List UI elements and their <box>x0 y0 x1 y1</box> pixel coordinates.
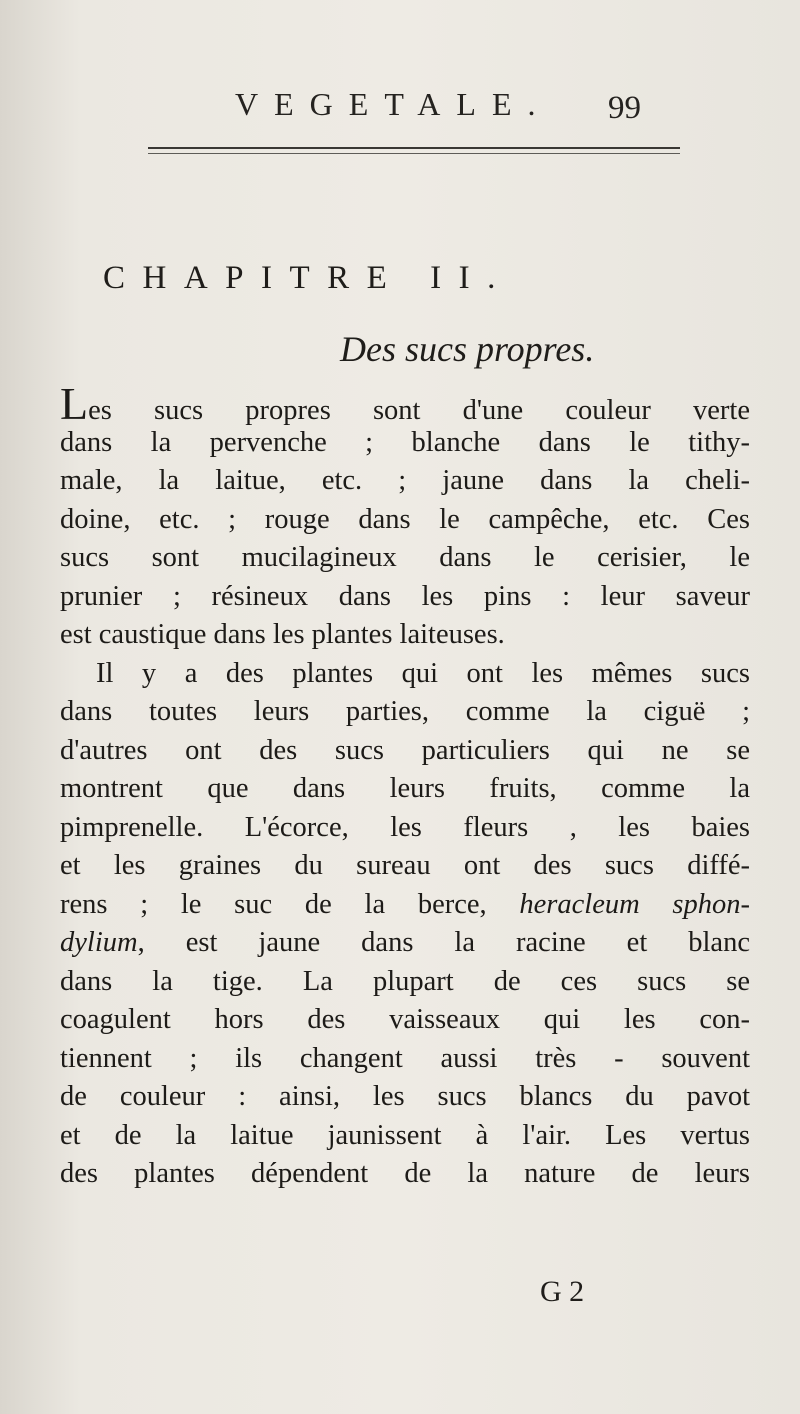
text-line-content: , est jaune dans la racine et blanc <box>137 927 750 958</box>
header-rule <box>148 147 680 149</box>
text-line <box>60 378 750 429</box>
italic-term: heracleum sphon- <box>519 888 750 920</box>
chapter-title: CHAPITRE II. <box>103 260 513 296</box>
header-rule-thin <box>148 153 680 154</box>
text-line: pimprenelle. L'écorce, les fleurs , les baies <box>60 811 750 843</box>
text-line: Il y a des plantes qui ont les mêmes sucs <box>96 657 750 689</box>
text-line: est caustique dans les plantes laiteuses. <box>60 619 505 650</box>
text-line: et de la laitue jaunissent à l'air. Les vertus <box>60 1119 750 1151</box>
section-title: Des sucs propres. <box>340 329 595 369</box>
text-line: de couleur : ainsi, les sucs blancs du pavot <box>60 1081 750 1112</box>
text-line: male, la laitue, etc. ; jaune dans la cheli- <box>60 465 750 496</box>
text-line: sucs sont mucilagineux dans le cerisier, le <box>60 542 750 573</box>
body-text <box>60 378 750 1194</box>
text-line: dans la pervenche ; blanche dans le tithy- <box>60 426 750 458</box>
text-line: des plantes dépendent de la nature de leurs <box>60 1158 750 1189</box>
text-line: dans la tige. La plupart de ces sucs se <box>60 965 750 997</box>
text-line: prunier ; résineux dans les pins : leur saveur <box>60 580 750 612</box>
text-line: d'autres ont des sucs particuliers qui ne se <box>60 734 750 766</box>
text-line: doine, etc. ; rouge dans le campêche, etc. Ces <box>60 503 750 535</box>
text-line <box>60 924 750 963</box>
text-line <box>60 886 750 925</box>
italic-term: dylium <box>60 927 138 958</box>
drop-cap: L <box>60 378 89 429</box>
text-line: et les graines du sureau ont des sucs diffé- <box>60 850 750 881</box>
text-line: tiennent ; ils changent aussi très - souvent <box>60 1042 750 1074</box>
text-line: coagulent hors des vaisseaux qui les con- <box>60 1004 750 1035</box>
text-line: montrent que dans leurs fruits, comme la <box>60 773 750 804</box>
text-line-content: es sucs propres sont d'une couleur verte <box>88 395 750 426</box>
page-number: 99 <box>608 90 641 126</box>
running-head: VEGETALE. <box>235 86 552 122</box>
text-line: dans toutes leurs parties, comme la ciguë ; <box>60 696 750 727</box>
signature-mark: G 2 <box>540 1275 585 1308</box>
text-line-content: rens ; le suc de la berce, <box>60 888 487 920</box>
